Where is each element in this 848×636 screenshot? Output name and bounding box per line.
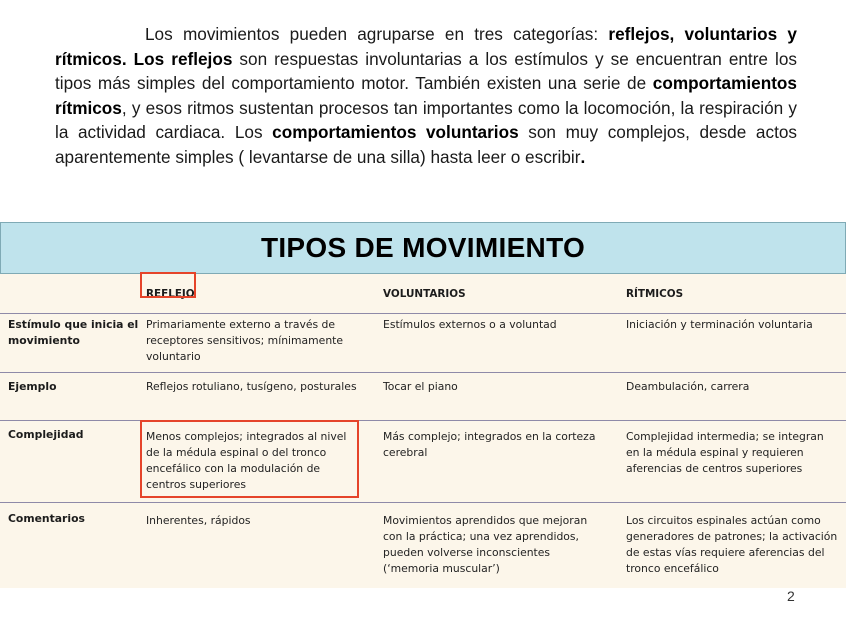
table-row bbox=[0, 502, 846, 587]
table-header-row bbox=[0, 286, 846, 308]
table-row bbox=[0, 313, 846, 372]
reflejo-highlight-box bbox=[140, 272, 196, 298]
intro-text-4: son muy complejos, desde actos aparentemente simples ( levantarse de una silla) hasta leer o escribir bbox=[55, 122, 798, 167]
header-ritmicos: RÍTMICOS bbox=[626, 288, 684, 300]
cell-reflejo: Menos complejos; integrados al nivel de la médula espinal o del tronco encefálico con la modulación de centros superiores bbox=[146, 430, 347, 491]
cell-voluntarios: Más complejo; integrados en la corteza cerebral bbox=[383, 430, 596, 459]
cell-ritmicos: Deambulación, carrera bbox=[626, 380, 750, 393]
movement-types-table bbox=[0, 222, 846, 588]
complejidad-highlight-box bbox=[140, 420, 359, 498]
page-number: 2 bbox=[787, 588, 795, 604]
cell-voluntarios: Estímulos externos o a voluntad bbox=[383, 318, 557, 331]
cell-reflejo: Primariamente externo a través de receptores sensitivos; mínimamente voluntario bbox=[146, 318, 344, 363]
row-label-comentarios: Comentarios bbox=[8, 512, 85, 525]
header-reflejo: REFLEJO bbox=[146, 288, 195, 300]
cell-reflejo: Inherentes, rápidos bbox=[146, 514, 251, 527]
intro-end-period: . bbox=[580, 146, 586, 167]
cell-ritmicos: Complejidad intermedia; se integran en la médula espinal y requieren aferencias de centros superiores bbox=[626, 430, 824, 475]
intro-paragraph bbox=[55, 22, 797, 169]
header-voluntarios: VOLUNTARIOS bbox=[383, 288, 466, 300]
table-title-band bbox=[0, 222, 846, 274]
intro-text-1: Los movimientos pueden agruparse en tres categorías: bbox=[145, 24, 609, 44]
table-title: TIPOS DE MOVIMIENTO bbox=[260, 232, 586, 263]
row-label-estimulo: Estímulo que inicia el movimiento bbox=[8, 318, 139, 347]
row-label-ejemplo: Ejemplo bbox=[8, 380, 57, 393]
intro-bold-voluntarios: comportamientos voluntarios bbox=[272, 122, 519, 142]
cell-voluntarios: Movimientos aprendidos que mejoran con la práctica; una vez aprendidos, pueden volverse inconscientes (‘memoria muscular’) bbox=[383, 514, 588, 575]
intro-text-2: son respuestas involuntarias a los estímulos y se encuentran entre los tipos más simples del comportamiento motor. También existen una serie de bbox=[55, 48, 797, 93]
cell-reflejo: Reflejos rotuliano, tusígeno, posturales bbox=[146, 380, 357, 393]
cell-ritmicos: Iniciación y terminación voluntaria bbox=[626, 318, 813, 331]
cell-ritmicos: Los circuitos espinales actúan como generadores de patrones; la activación de estas vías requiere aferencias del tronco encefálico bbox=[626, 514, 838, 575]
intro-text-3: , y esos ritmos sustentan procesos tan importantes como la locomoción, la respiración y la actividad cardiaca. Los bbox=[55, 97, 797, 142]
row-label-complejidad: Complejidad bbox=[8, 428, 84, 441]
intro-bold-ritmicos: comportamientos rítmicos bbox=[55, 73, 797, 118]
intro-bold-categories: reflejos, voluntarios y rítmicos. Los reflejos bbox=[55, 24, 797, 69]
table-row bbox=[0, 420, 846, 501]
table-row bbox=[0, 372, 846, 419]
cell-voluntarios: Tocar el piano bbox=[383, 380, 458, 393]
